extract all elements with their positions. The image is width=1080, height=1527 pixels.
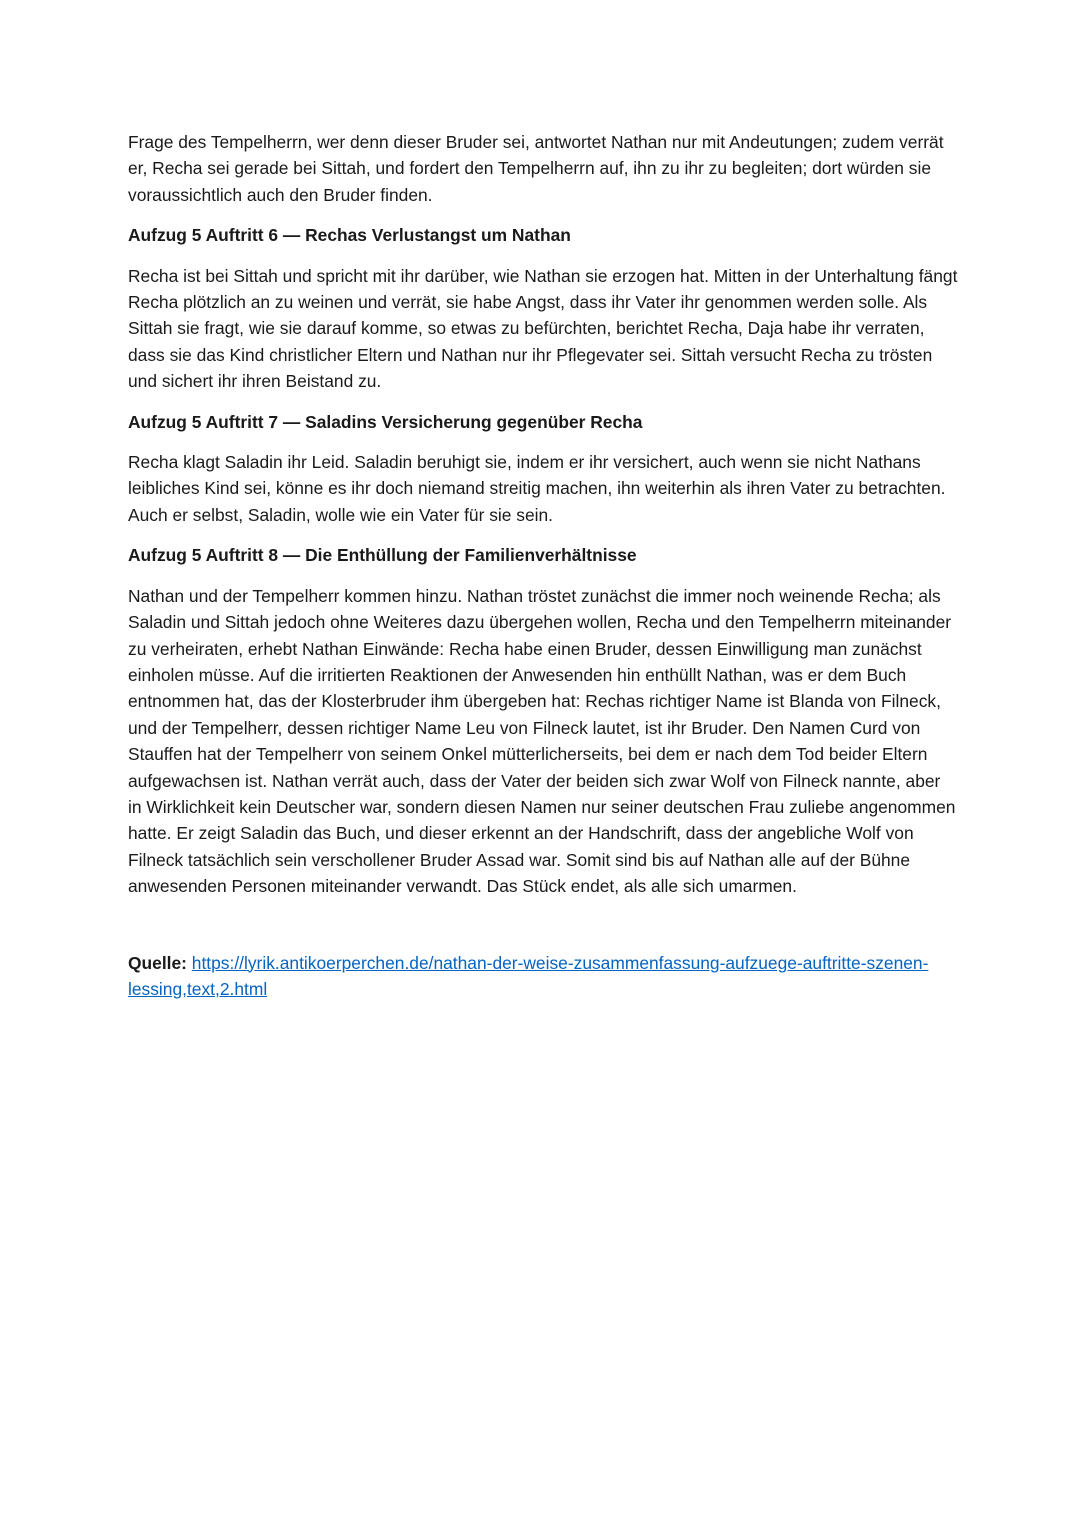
source-label: Quelle: [128, 952, 187, 973]
section-text-auftritt-7: Recha klagt Saladin ihr Leid. Saladin beruhigt sie, indem er ihr versichert, auch wenn sie nicht Nathans leibliches Kind sei, könne es ihr doch niemand streitig machen, ihn weiterhin als ihren Vater zu betrachten. Auch er selbst, Saladin, wolle wie ein Vater für sie sein. [128, 452, 946, 525]
section-heading-auftritt-6: Aufzug 5 Auftritt 6 — Rechas Verlustangst um Nathan [128, 225, 571, 246]
section-heading-auftritt-8: Aufzug 5 Auftritt 8 — Die Enthüllung der Familienverhältnisse [128, 545, 637, 566]
source-link[interactable]: https://lyrik.antikoerperchen.de/nathan-der-weise-zusammenfassung-aufzuege-auftritte-szenen-lessing,text,2.html [128, 952, 929, 999]
section-text-auftritt-6: Recha ist bei Sittah und spricht mit ihr darüber, wie Nathan sie erzogen hat. Mitten in der Unterhaltung fängt Recha plötzlich an zu weinen und verrät, sie habe Angst, dass ihr Vater ihr genommen werden solle. Als Sittah sie fragt, wie sie darauf komme, so etwas zu befürchten, berichtet Recha, Daja habe ihr verraten, dass sie das Kind christlicher Eltern und Nathan nur ihr Pflegevater sei. Sittah versucht Recha zu trösten und sichert ihr ihren Beistand zu. [128, 265, 958, 392]
document-page [128, 129, 958, 1016]
section-text-auftritt-8: Nathan und der Tempelherr kommen hinzu. Nathan tröstet zunächst die immer noch weinende Recha; als Saladin und Sittah jedoch ohne Weiteres dazu übergehen wollen, Recha und den Tempelherrn miteinander zu verheiraten, erhebt Nathan Einwände: Recha habe einen Bruder, dessen Einwilligung man zunächst einholen müsse. Auf die irritierten Reaktionen der Anwesenden hin enthüllt Nathan, was er dem Buch entnommen hat, das der Klosterbruder ihm übergeben hat: Rechas richtiger Name ist Blanda von Filneck, und der Tempelherr, dessen richtiger Name Leu von Filneck lautet, ist ihr Bruder. Den Namen Curd von Stauffen hat der Tempelherr von seinem Onkel mütterlicherseits, bei dem er nach dem Tod beider Eltern aufgewachsen ist. Nathan verrät auch, dass der Vater der beiden sich zwar Wolf von Filneck nannte, aber in Wirklichkeit kein Deutscher war, sondern diesen Namen nur seiner deutschen Frau zuliebe angenommen hatte. Er zeigt Saladin das Buch, und dieser erkennt an der Handschrift, dass der angebliche Wolf von Filneck tatsächlich sein verschollener Bruder Assad war. Somit sind bis auf Nathan alle auf der Bühne anwesenden Personen miteinander verwandt. Das Stück endet, als alle sich umarmen. [128, 585, 956, 897]
intro-paragraph: Frage des Tempelherrn, wer denn dieser Bruder sei, antwortet Nathan nur mit Andeutungen; zudem verrät er, Recha sei gerade bei Sittah, und fordert den Tempelherrn auf, ihn zu ihr zu begleiten; dort würden sie voraussichtlich auch den Bruder finden. [128, 132, 944, 205]
source-citation [128, 950, 958, 1003]
section-heading-auftritt-7: Aufzug 5 Auftritt 7 — Saladins Versicherung gegenüber Recha [128, 411, 643, 432]
